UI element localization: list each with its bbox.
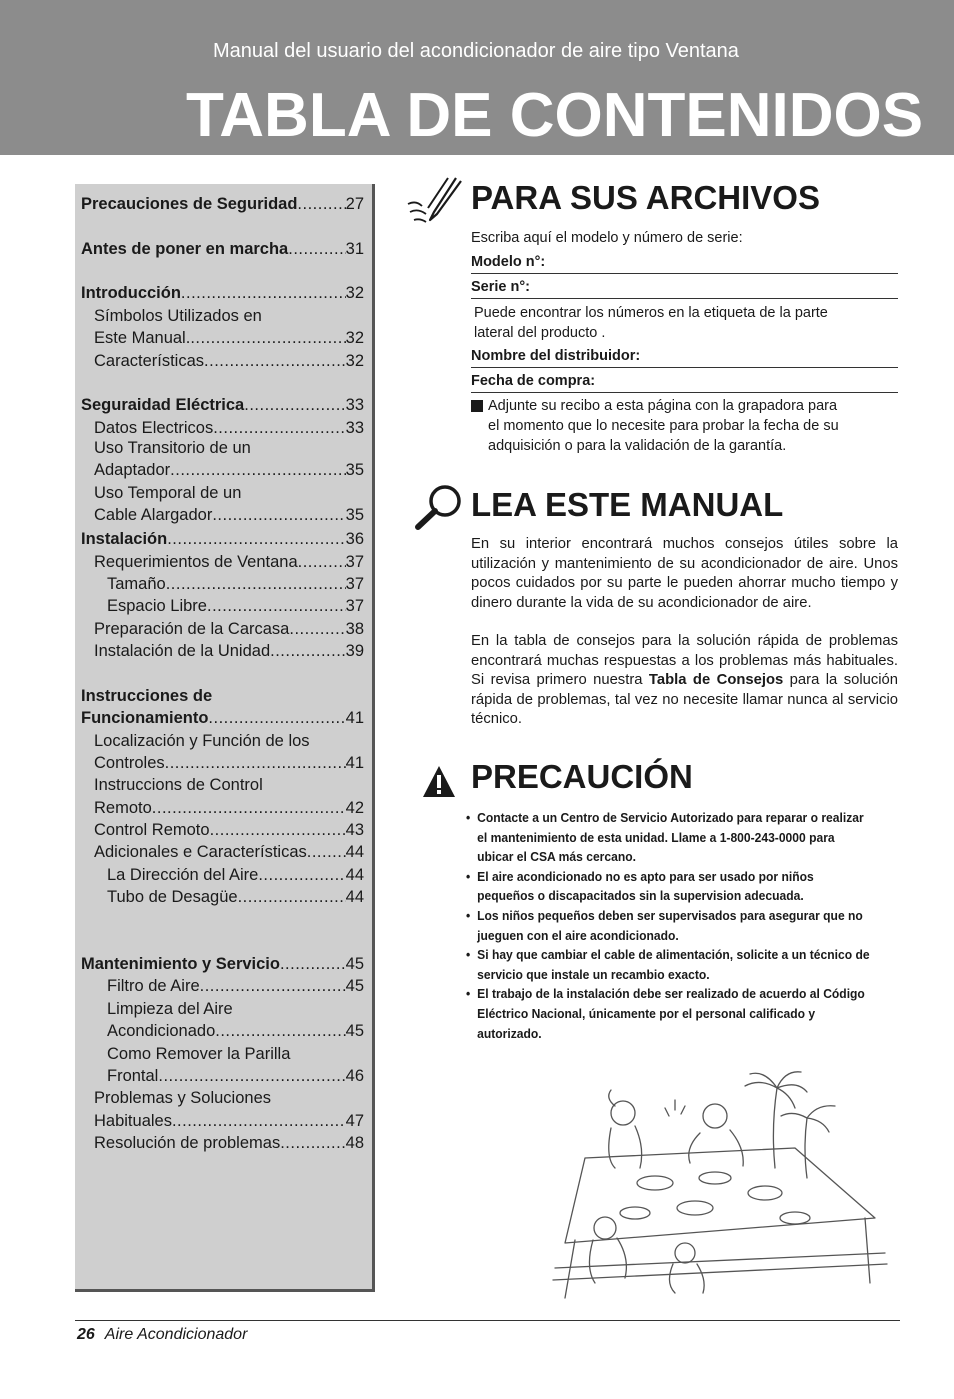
toc-entry[interactable] xyxy=(94,1112,364,1131)
toc-entry-page: 44 xyxy=(345,888,364,906)
lea-paragraph-2-bold: Tabla de Consejos xyxy=(648,672,784,688)
toc-entry-title: Adicionales e Características xyxy=(94,843,307,861)
toc-entry[interactable] xyxy=(94,843,364,862)
toc-entry-title: Tamaño xyxy=(107,575,166,593)
toc-entry-line: Instruccions de Control xyxy=(94,776,263,794)
toc-entry-title: Instalación xyxy=(81,530,168,548)
toc-entry-page: 47 xyxy=(345,1112,364,1130)
toc-entry-title: La Dirección del Aire xyxy=(107,866,259,884)
toc-entry[interactable] xyxy=(81,240,364,259)
lea-paragraph-2-text: para la solución rápida de problemas, tal vez no necesite llamar nunca al servicio técnico. xyxy=(471,672,898,727)
square-bullet-icon xyxy=(471,400,483,412)
toc-entry-title: Remoto xyxy=(94,799,152,817)
toc-entry-title: Funcionamiento xyxy=(81,709,209,727)
toc-entry[interactable] xyxy=(81,530,364,549)
toc-entry-title: Instalación de la Unidad xyxy=(94,642,271,660)
toc-entry-line: Localización y Función de los xyxy=(94,732,310,750)
toc-entry[interactable] xyxy=(94,799,364,818)
toc-entry-page: 27 xyxy=(345,195,364,213)
toc-entry[interactable] xyxy=(107,1067,364,1086)
caution-item-text: El aire acondicionado no es apto para ser usado por niños pequeños o discapacitados sin la supervision adecuada. xyxy=(477,868,814,904)
toc-entry-line: Instrucciones de xyxy=(81,687,213,705)
toc-entry-title: Datos Electricos xyxy=(94,419,214,437)
toc-entry[interactable] xyxy=(94,329,364,348)
toc-entry-page: 31 xyxy=(345,240,364,258)
toc-entry-page: 45 xyxy=(345,955,364,973)
toc-entry-page: 41 xyxy=(345,709,364,727)
toc-entry-page: 32 xyxy=(345,284,364,302)
toc-entry[interactable] xyxy=(81,955,364,974)
toc-entry[interactable] xyxy=(94,352,364,371)
caution-item: • El aire acondicionado no es apto para ser usado por niños pequeños o discapacitados sin la supervision adecuada. xyxy=(466,867,871,906)
receipt-note-line: Adjunte su recibo a esta página con la grapadora para xyxy=(488,398,838,414)
purchase-date-field[interactable]: Fecha de compra: xyxy=(471,373,898,393)
toc-entry-title: Requerimientos de Ventana xyxy=(94,553,298,571)
toc-entry-title: Acondicionado xyxy=(107,1022,216,1040)
toc-entry-title: Filtro de Aire xyxy=(107,977,200,995)
toc-entry[interactable] xyxy=(94,419,364,438)
toc-entry-line: Uso Temporal de un xyxy=(94,484,242,502)
page-title: TABLA DE CONTENIDOS xyxy=(186,81,924,150)
family-picnic-illustration xyxy=(545,1068,900,1308)
toc-entry-page: 37 xyxy=(345,597,364,615)
toc-entry-title: Preparación de la Carcasa xyxy=(94,620,290,638)
caution-item-text: El trabajo de la instalación debe ser realizado de acuerdo al Código Eléctrico Nacional, únicamente por el personal calificado y autorizado. xyxy=(477,986,865,1041)
toc-entry[interactable] xyxy=(81,195,364,214)
toc-entry-page: 44 xyxy=(345,866,364,884)
toc-entry[interactable] xyxy=(94,1134,364,1153)
toc-entry-page: 38 xyxy=(345,620,364,638)
toc-entry[interactable] xyxy=(107,888,364,907)
toc-entry-title: Control Remoto xyxy=(94,821,210,839)
toc-entry-title: Precauciones de Seguridad xyxy=(81,195,298,213)
section-title-precaucion: PRECAUCIÓN xyxy=(471,758,693,795)
table-of-contents xyxy=(75,184,375,1292)
toc-entry[interactable] xyxy=(94,506,364,525)
magnifier-icon xyxy=(412,483,466,531)
toc-entry-title: Controles xyxy=(94,754,165,772)
caution-item: • Si hay que cambiar el cable de alimentación, solicite a un técnico de servicio que instale un recambio exacto. xyxy=(466,945,871,984)
toc-entry-page: 39 xyxy=(345,642,364,660)
toc-entry[interactable] xyxy=(94,754,364,773)
toc-entry-line: Problemas y Soluciones xyxy=(94,1089,272,1107)
lea-paragraph-1: En su interior encontrará muchos consejos útiles sobre la utilización y mantenimiento de su acondicionador de aire. Unos pocos cuidados por su parte le pueden ahorrar mucho tiempo y dinero durante la vida de su acondicionador de aire. xyxy=(471,536,898,611)
footer-label: Aire Acondicionador xyxy=(104,1326,248,1343)
toc-entry-title: Espacio Libre xyxy=(107,597,207,615)
toc-entry-title: Habituales xyxy=(94,1112,172,1130)
toc-entry[interactable] xyxy=(107,977,364,996)
toc-entry-page: 48 xyxy=(345,1134,364,1152)
toc-entry-page: 43 xyxy=(345,821,364,839)
toc-entry-page: 41 xyxy=(345,754,364,772)
toc-entry-page: 33 xyxy=(345,419,364,437)
caution-item-text: Si hay que cambiar el cable de alimentación, solicite a un técnico de servicio que instale un recambio exacto. xyxy=(477,947,870,982)
toc-entry-page: 37 xyxy=(345,575,364,593)
toc-entry-title: Características xyxy=(94,352,205,370)
toc-entry[interactable] xyxy=(81,284,364,303)
serial-number-field[interactable]: Serie n°: xyxy=(471,279,898,299)
toc-entry-page: 37 xyxy=(345,553,364,571)
toc-entry-title: Este Manual. xyxy=(94,329,191,347)
toc-entry-title: Cable Alargador xyxy=(94,506,213,524)
toc-entry-page: 46 xyxy=(345,1067,364,1085)
toc-entry[interactable] xyxy=(81,396,364,415)
caution-item: • El trabajo de la instalación debe ser realizado de acuerdo al Código Eléctrico Nacional, únicamente por el personal calificado y autorizado. xyxy=(466,984,871,1043)
toc-entry-page: 35 xyxy=(345,461,364,479)
lea-paragraph-2-text: En la tabla de consejos para la solución rápida de problemas encontrará muchas respuestas a los problemas más habituales. Si revisa primero nuestra xyxy=(471,633,898,688)
toc-entry[interactable] xyxy=(107,597,364,616)
archivos-note-line: lateral del producto . xyxy=(474,325,606,341)
toc-entry-page: 35 xyxy=(345,506,364,524)
toc-entry-title: Mantenimiento y Servicio xyxy=(81,955,280,973)
caution-item-text: Los niños pequeños deben ser supervisados para asegurar que no jueguen con el aire acondicionado. xyxy=(477,907,863,943)
toc-entry-line: Símbolos Utilizados en xyxy=(94,307,262,325)
header-subtitle: Manual del usuario del acondicionador de aire tipo Ventana xyxy=(213,40,739,62)
lea-paragraph-2 xyxy=(471,632,898,730)
toc-entry-title: Introducción xyxy=(81,284,181,302)
warning-icon xyxy=(421,764,457,800)
toc-entry-page: 32 xyxy=(345,352,364,370)
caution-item-text: Contacte a un Centro de Servicio Autorizado para reparar o realizar el mantenimiento de esta unidad. Llame a 1-800-243-0000 para ubicar el CSA más cercano. xyxy=(477,810,864,865)
caution-list xyxy=(466,808,871,1043)
toc-entry-page: 45 xyxy=(345,1022,364,1040)
footer-divider xyxy=(75,1320,900,1321)
toc-entry[interactable] xyxy=(107,575,364,594)
toc-entry[interactable] xyxy=(107,1022,364,1041)
caution-item: • Contacte a un Centro de Servicio Autorizado para reparar o realizar el mantenimiento de esta unidad. Llame a 1-800-243-0000 para ubicar el CSA más cercano. xyxy=(466,808,871,867)
toc-entry-title: Seguraidad Eléctrica xyxy=(81,396,245,414)
toc-entry[interactable] xyxy=(81,709,364,728)
page-number: 26 xyxy=(77,1326,95,1343)
dealer-name-field[interactable]: Nombre del distribuidor: xyxy=(471,348,898,368)
toc-entry-page: 32 xyxy=(345,329,364,347)
toc-entry[interactable] xyxy=(94,461,364,480)
toc-entry-line: Como Remover la Parilla xyxy=(107,1045,291,1063)
toc-entry[interactable] xyxy=(94,620,364,639)
page-header xyxy=(0,0,954,155)
toc-entry-page: 45 xyxy=(345,977,364,995)
pen-icon xyxy=(404,176,466,226)
toc-entry-title: Resolución de problemas xyxy=(94,1134,281,1152)
toc-entry-page: 36 xyxy=(345,530,364,548)
toc-entry-title: Frontal xyxy=(107,1067,159,1085)
archivos-note-line: Puede encontrar los números en la etiqueta de la parte xyxy=(474,305,828,321)
section-title-lea: LEA ESTE MANUAL xyxy=(471,486,784,523)
model-number-field[interactable]: Modelo n°: xyxy=(471,254,898,274)
toc-entry[interactable] xyxy=(94,553,364,572)
toc-entry-title: Adaptador xyxy=(94,461,171,479)
receipt-note-line: adquisición o para la validación de la garantía. xyxy=(488,438,787,454)
toc-entry-title: Antes de poner en marcha xyxy=(81,240,289,258)
archivos-intro: Escriba aquí el modelo y número de serie: xyxy=(471,230,743,246)
section-title-archivos: PARA SUS ARCHIVOS xyxy=(471,179,820,216)
caution-item: • Los niños pequeños deben ser supervisados para asegurar que no jueguen con el aire acondicionado. xyxy=(466,906,871,945)
toc-entry-page: 42 xyxy=(345,799,364,817)
toc-entry-page: 44 xyxy=(345,843,364,861)
toc-entry-page: 33 xyxy=(345,396,364,414)
toc-entry-line: Uso Transitorio de un xyxy=(94,439,251,457)
toc-entry[interactable] xyxy=(107,866,364,885)
page-footer xyxy=(77,1326,247,1344)
toc-entry-line: Limpieza del Aire xyxy=(107,1000,233,1018)
toc-entry-title: Tubo de Desagüe xyxy=(107,888,238,906)
toc-entry[interactable] xyxy=(94,642,364,661)
receipt-note-line: el momento que lo necesite para probar la fecha de su xyxy=(488,418,839,434)
toc-entry[interactable] xyxy=(94,821,364,840)
